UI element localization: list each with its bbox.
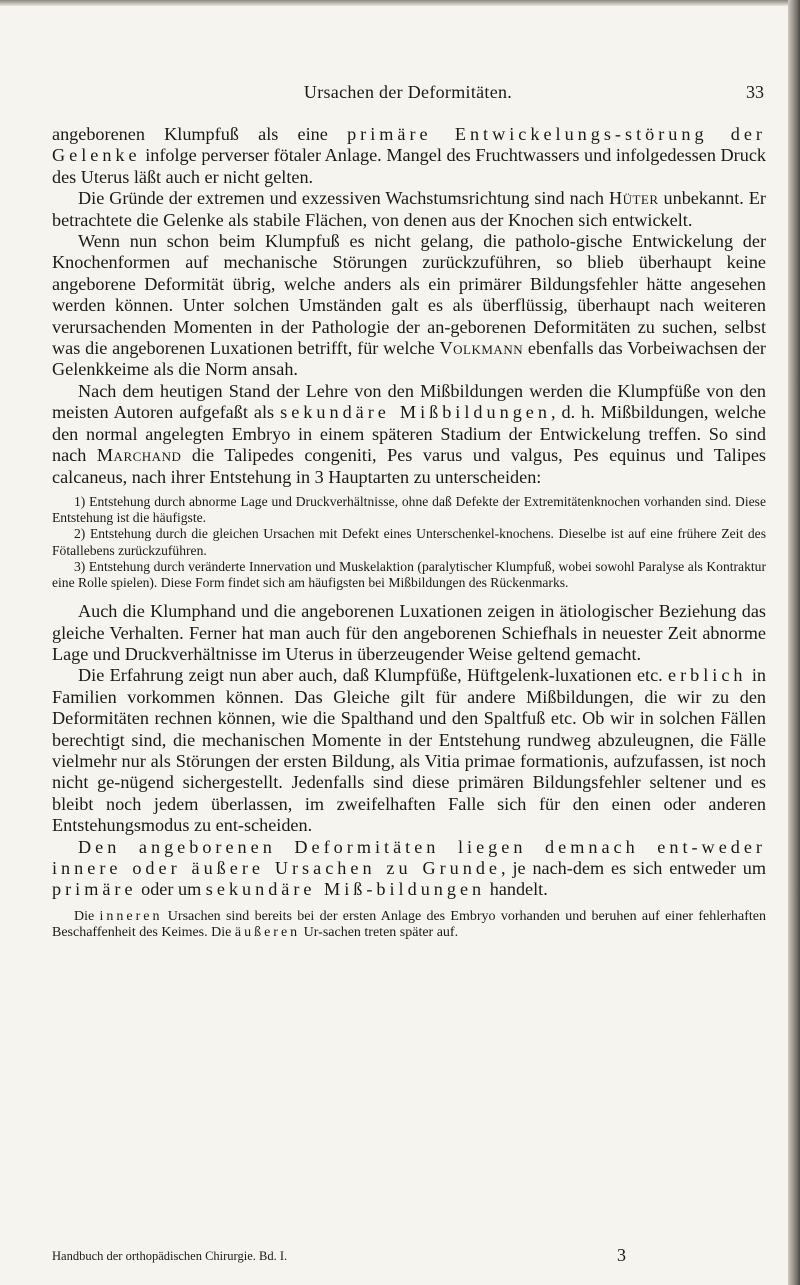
paragraph-4: Nach dem heutigen Stand der Lehre von den Mißbildungen werden die Klumpfüße von den meisten Autoren aufgefaßt als sekundäre Mißbildungen, d. h. Mißbildungen, welche den normal angelegten Embryo in einem späteren Stadium der Entwickelung treffen. So sind nach Marchand die Talipedes congeniti, Pes varus und valgus, Pes equinus und Talipes calcaneus, nach ihrer Entstehung in 3 Hauptarten zu unterscheiden: xyxy=(52,380,766,487)
signature-number: 3 xyxy=(617,1245,626,1265)
spaced-emphasis: inneren xyxy=(99,908,163,924)
page-number: 33 xyxy=(746,82,764,102)
paragraph-5: Auch die Klumphand und die angeborenen Luxationen zeigen in ätiologischer Beziehung das gleiche Verhalten. Ferner hat man auch für den angeborenen Schiefhals in neuester Zeit abnorme Lage und Druckverhältnisse im Uterus in überzeugender Weise geltend gemacht. xyxy=(52,601,766,664)
list-item: 1) Entstehung durch abnorme Lage und Druckverhältnisse, ohne daß Defekte der Extremitätenknochen vorhanden sind. Diese Entstehung ist die häufigste. xyxy=(52,493,766,526)
paragraph-6: Die Erfahrung zeigt nun aber auch, daß Klumpfüße, Hüftgelenk-luxationen etc. erblich in Familien vorkommen können. Das Gleiche gilt für andere Mißbildungen, die wir zu den Deformitäten rechnen können, wie die Spalthand und den Spaltfuß etc. Ob wir in solchen Fällen berechtigt sind, die mechanischen Momente in der Entstehung rundweg abzuleugnen, die Fälle vielmehr nur als Störungen der ersten Bildung, als Vitia primae formationis, aufzufassen, ist noch nicht ge-nügend sichergestellt. Jedenfalls sind diese primären Bildungsfehler seltener und es bleibt noch jedem überlassen, im zweifelhaften Falle sich für den einen oder anderen Entstehungsmodus zu ent-scheiden. xyxy=(52,665,766,836)
running-header xyxy=(52,82,764,108)
paragraph-1: angeborenen Klumpfuß als eine primäre Entwickelungs-störung der Gelenke infolge perverser fötaler Anlage. Mangel des Fruchtwassers und infolgedessen Druck des Uterus läßt auch er nicht gelten. xyxy=(52,124,766,187)
spaced-emphasis: primäre xyxy=(52,879,137,900)
spaced-emphasis: äußeren xyxy=(234,925,301,941)
paragraph-3: Wenn nun schon beim Klumpfuß es nicht gelang, die patholo-gische Entwickelung der Knochenformen auf mechanische Störungen zurückzuführen, so blieb überhaupt keine angeborene Deformität übrig, welche anders als ein primärer Bildungsfehler hätte angesehen werden können. Unter solchen Umständen galt es als überflüssig, überhaupt nach weiteren verursachenden Momenten in der Pathologie der an-geborenen Deformitäten zu suchen, selbst was die angeborenen Luxationen betrifft, für welche Volkmann ebenfalls das Vorbeiwachsen der Gelenkkeime als die Norm ansah. xyxy=(52,231,766,380)
signature-line xyxy=(52,1247,766,1267)
paragraph-7: Den angeborenen Deformitäten liegen demnach ent-weder innere oder äußere Ursachen zu Grunde, je nach-dem es sich entweder um primäre oder um sekundäre Miß-bildungen handelt. xyxy=(52,836,767,900)
signature-title: Handbuch der orthopädischen Chirurgie. Bd. I. xyxy=(52,1249,288,1263)
page-right-edge xyxy=(788,0,800,1285)
spaced-emphasis: sekundäre Mißbildungen xyxy=(280,402,551,423)
footnote: Die inneren Ursachen sind bereits bei der ersten Anlage des Embryo vorhanden und beruhen auf einer fehlerhaften Beschaffenheit des Keimes. Die äußeren Ur-sachen treten später auf. xyxy=(52,908,766,941)
main-text xyxy=(52,124,766,942)
spaced-emphasis: primäre Entwickelungs-störung der Gelenke xyxy=(52,124,766,166)
numbered-list xyxy=(52,494,766,591)
spaced-emphasis: sekundäre Miß-bildungen xyxy=(205,879,486,900)
spaced-emphasis: erblich xyxy=(668,665,747,686)
spaced-emphasis: Den angeborenen Deformitäten liegen demnach ent-weder innere oder äußere Ursachen zu Grunde xyxy=(52,836,766,878)
page-top-edge xyxy=(0,0,800,6)
list-item: 3) Entstehung durch veränderte Innervation und Muskelaktion (paralytischer Klumpfuß, wobei sowohl Paralyse als Kontraktur eine Rolle spielen). Diese Form findet sich am häufigsten bei Mißbildungen des Rückenmarks. xyxy=(52,558,766,590)
running-title: Ursachen der Deformitäten. xyxy=(303,82,513,102)
author-name: Hüter xyxy=(608,188,659,209)
author-name: Volkmann xyxy=(439,338,524,359)
list-item: 2) Entstehung durch die gleichen Ursachen mit Defekt eines Unterschenkel-knochens. Dieselbe ist auf eine frühere Zeit des Fötallebens zurückzuführen. xyxy=(52,526,766,558)
paragraph-2: Die Gründe der extremen und exzessiven Wachstumsrichtung sind nach Hüter unbekannt. Er betrachtete die Gelenke als stabile Flächen, von denen aus der Knochen sich entwickelt. xyxy=(52,188,766,230)
author-name: Marchand xyxy=(96,445,182,466)
